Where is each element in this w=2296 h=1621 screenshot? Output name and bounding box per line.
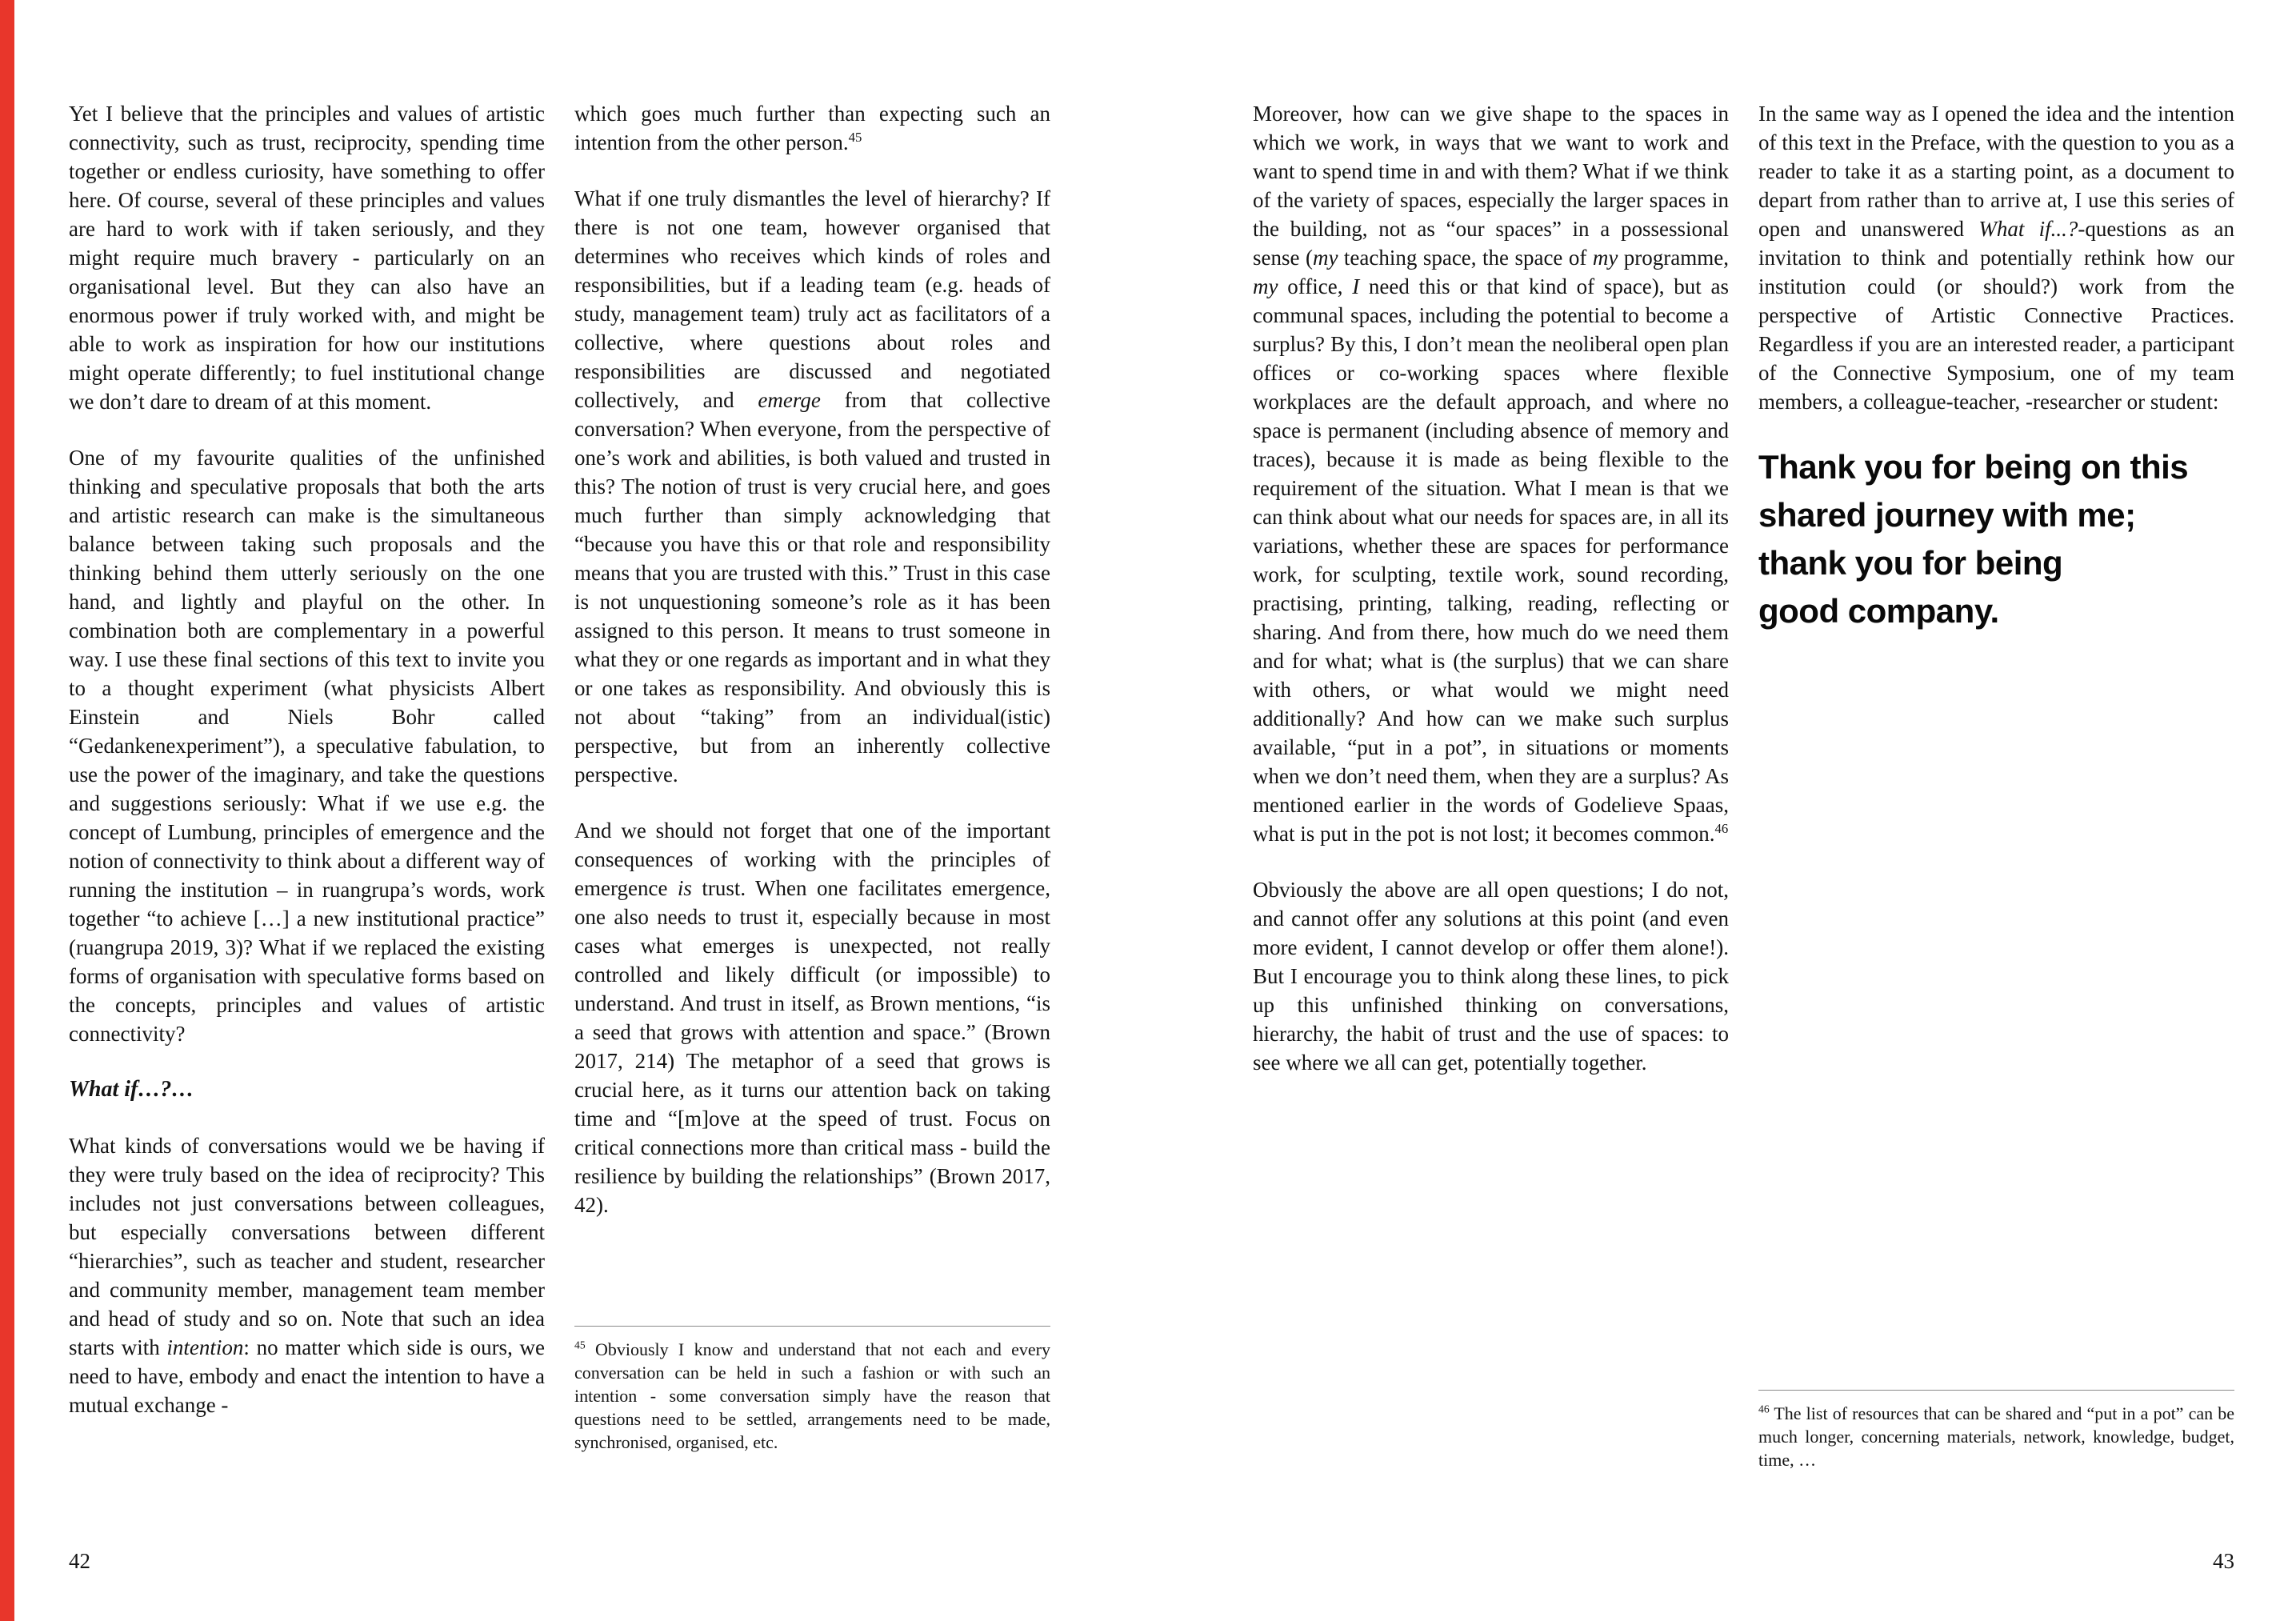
text-column-right-1 [1253, 99, 1729, 1621]
footnote-46: $^{46}$ The list of resources that can be shared and “put in a pot” can be much longer, concerning materials, network, knowledge, budget, time, … [1758, 1390, 2234, 1471]
paragraph: Obviously the above are all open questions; I do not, and cannot offer any solutions at this point (and even more evident, I cannot develop or offer them alone!). But I encourage you to think along these lines, to pick up this unfinished thinking on conversations, hierarchy, the habit of trust and the use of spaces: to see where we all can get, potentially together. [1253, 878, 1729, 1075]
page-number-right: 43 [2213, 1549, 2234, 1573]
pull-quote-line: thank you for being [1758, 544, 2063, 582]
paragraph: What kinds of conversations would we be having if they were truly based on the idea of reciprocity? This includes not just conversations between colleagues, but especially conversations between different “hierarchies”, such as teacher and student, researcher and community member, management team member and head of study and so on. Note that such an idea starts with intention: no matter which side is ours, we need to have, embody and enact the intention to have a mutual exchange - [69, 1134, 545, 1417]
text-column-left-1 [69, 99, 545, 1621]
pull-quote-line: good company. [1758, 592, 1999, 630]
paragraph: One of my favourite qualities of the unfinished thinking and speculative proposals that both the arts and artistic research can make is the simultaneous balance between taking such proposals and the thinking behind them utterly seriously on the one hand, and lightly and playful on the other. In combination both are complementary in a powerful way. I use these final sections of this text to invite you to a thought experiment (what physicists Albert Einstein and Niels Bohr called “Gedankenexperiment”), a speculative fabulation, to use the power of the imaginary, and take the questions and suggestions seriously: What if we use e.g. the concept of Lumbung, principles of emergence and the notion of connectivity to think about a different way of running the institution – in ruangrupa’s words, work together “to achieve […] a new institutional practice” (ruangrupa 2019, 3)? What if we replaced the existing forms of organisation with speculative forms based on the concepts, principles and values of artistic connectivity? [69, 446, 545, 1046]
paragraph: And we should not forget that one of the important consequences of working with the principles of emergence is trust. When one facilitates emergence, one also needs to trust it, especially because in most cases what emerges is unexpected, not really controlled and likely difficult (or impossible) to understand. And trust in itself, as Brown mentions, “is a seed that grows with attention and space.” (Brown 2017, 214) The metaphor of a seed that grows is crucial here, as it turns our attention back on taking time and “[m]ove at the speed of trust. Focus on critical connections more than critical mass - build the resilience by building the relationships” (Brown 2017, 42). [574, 819, 1050, 1217]
text-column-left-2 [574, 99, 1050, 1621]
text-column-right-2 [1758, 99, 2234, 1621]
pull-quote-line: shared journey with me; [1758, 496, 2136, 534]
paragraph: What if one truly dismantles the level of hierarchy? If there is not one team, however organised that determines who receives which kinds of roles and responsibilities, but if a leading team (e.g. heads of study, management team) truly act as facilitators of a collective, where questions about roles and responsibilities are discussed and negotiated collectively, and emerge from that collective conversation? When everyone, from the perspective of one’s work and abilities, is both valued and trusted in this? The notion of trust is very crucial here, and goes much further than simply acknowledging that “because you have this or that role and responsibility means that you are trusted with this.” Trust in this case is not unquestioning someone’s role as it has been assigned to this person. It means to trust someone in what they or one regards as important and in what they or one takes as responsibility. And obviously this is not about “taking” from an individual(istic) perspective, but from an inherently collective perspective. [574, 186, 1050, 786]
paragraph: In the same way as I opened the idea and the intention of this text in the Preface, with the question to you as a reader to take it as a starting point, as a document to depart from rather than to arrive at, I use this series of open and unanswered What if...?-questions as an invitation to think and potentially rethink how our institution could (or should?) work from the perspective of Artistic Connective Practices. Regardless if you are an interested reader, a participant of the Connective Symposium, one of my team members, a colleague-teacher, -researcher or student: [1758, 102, 2235, 414]
footnote-45: $^{45}$ Obviously I know and understand that not each and every conversation can be held in such a fashion or with such an intention - some conversation simply have the reason that questions need to be settled, arrangements need to be made, synchronised, organised, etc. [574, 1326, 1050, 1454]
paragraph: Moreover, how can we give shape to the spaces in which we work, in ways that we want to work and want to spend time in and with them? What if we think of the variety of spaces, especially the larger spaces in the building, not as “our spaces” in a possessional sense (my teaching space, the space of my programme, my office, I need this or that kind of space), but as communal spaces, including the potential to become a surplus? By this, I don’t mean the neoliberal open plan offices or co-working spaces where flexible workplaces are the default approach, and where no space is permanent (including absence of memory and traces), because it is made as being flexible to the requirement of the situation. What I mean is that we can think about what our needs for spaces are, in all its variations, whether these are spaces for performance work, for sculpting, textile work, sound recording, practising, printing, talking, reading, reflecting or sharing. And from there, how much do we need them and for what; what is (the surplus) that we can share with others, or what would we might need additionally? And how can we make such surplus available, “put in a pot”, in situations or moments when we don’t need them, when they are a surplus? As mentioned earlier in the words of Godelieve Spaas, what is put in the pot is not lost; it becomes common.$^{46}$ [1253, 102, 1729, 846]
paragraph: Yet I believe that the principles and values of artistic connectivity, such as trust, reciprocity, spending time together or endless curiosity, have something to offer here. Of course, several of these principles and values are hard to work with if taken seriously, and they might require much bravery - particularly on an organisational level. But they can also have an enormous power if truly worked with, and might be able to work as inspiration for how our institutions might operate differently; to fuel institutional change we don’t dare to dream of at this moment. [69, 102, 545, 414]
page-number-left: 42 [69, 1549, 90, 1573]
accent-bar [0, 0, 14, 1621]
section-heading-what-if: What if…?… [69, 1077, 194, 1102]
pull-quote-line: Thank you for being on this [1758, 448, 2189, 486]
paragraph: which goes much further than expecting such an intention from the other person.$^{45}$ [574, 102, 1050, 154]
pull-quote [1758, 443, 2234, 635]
